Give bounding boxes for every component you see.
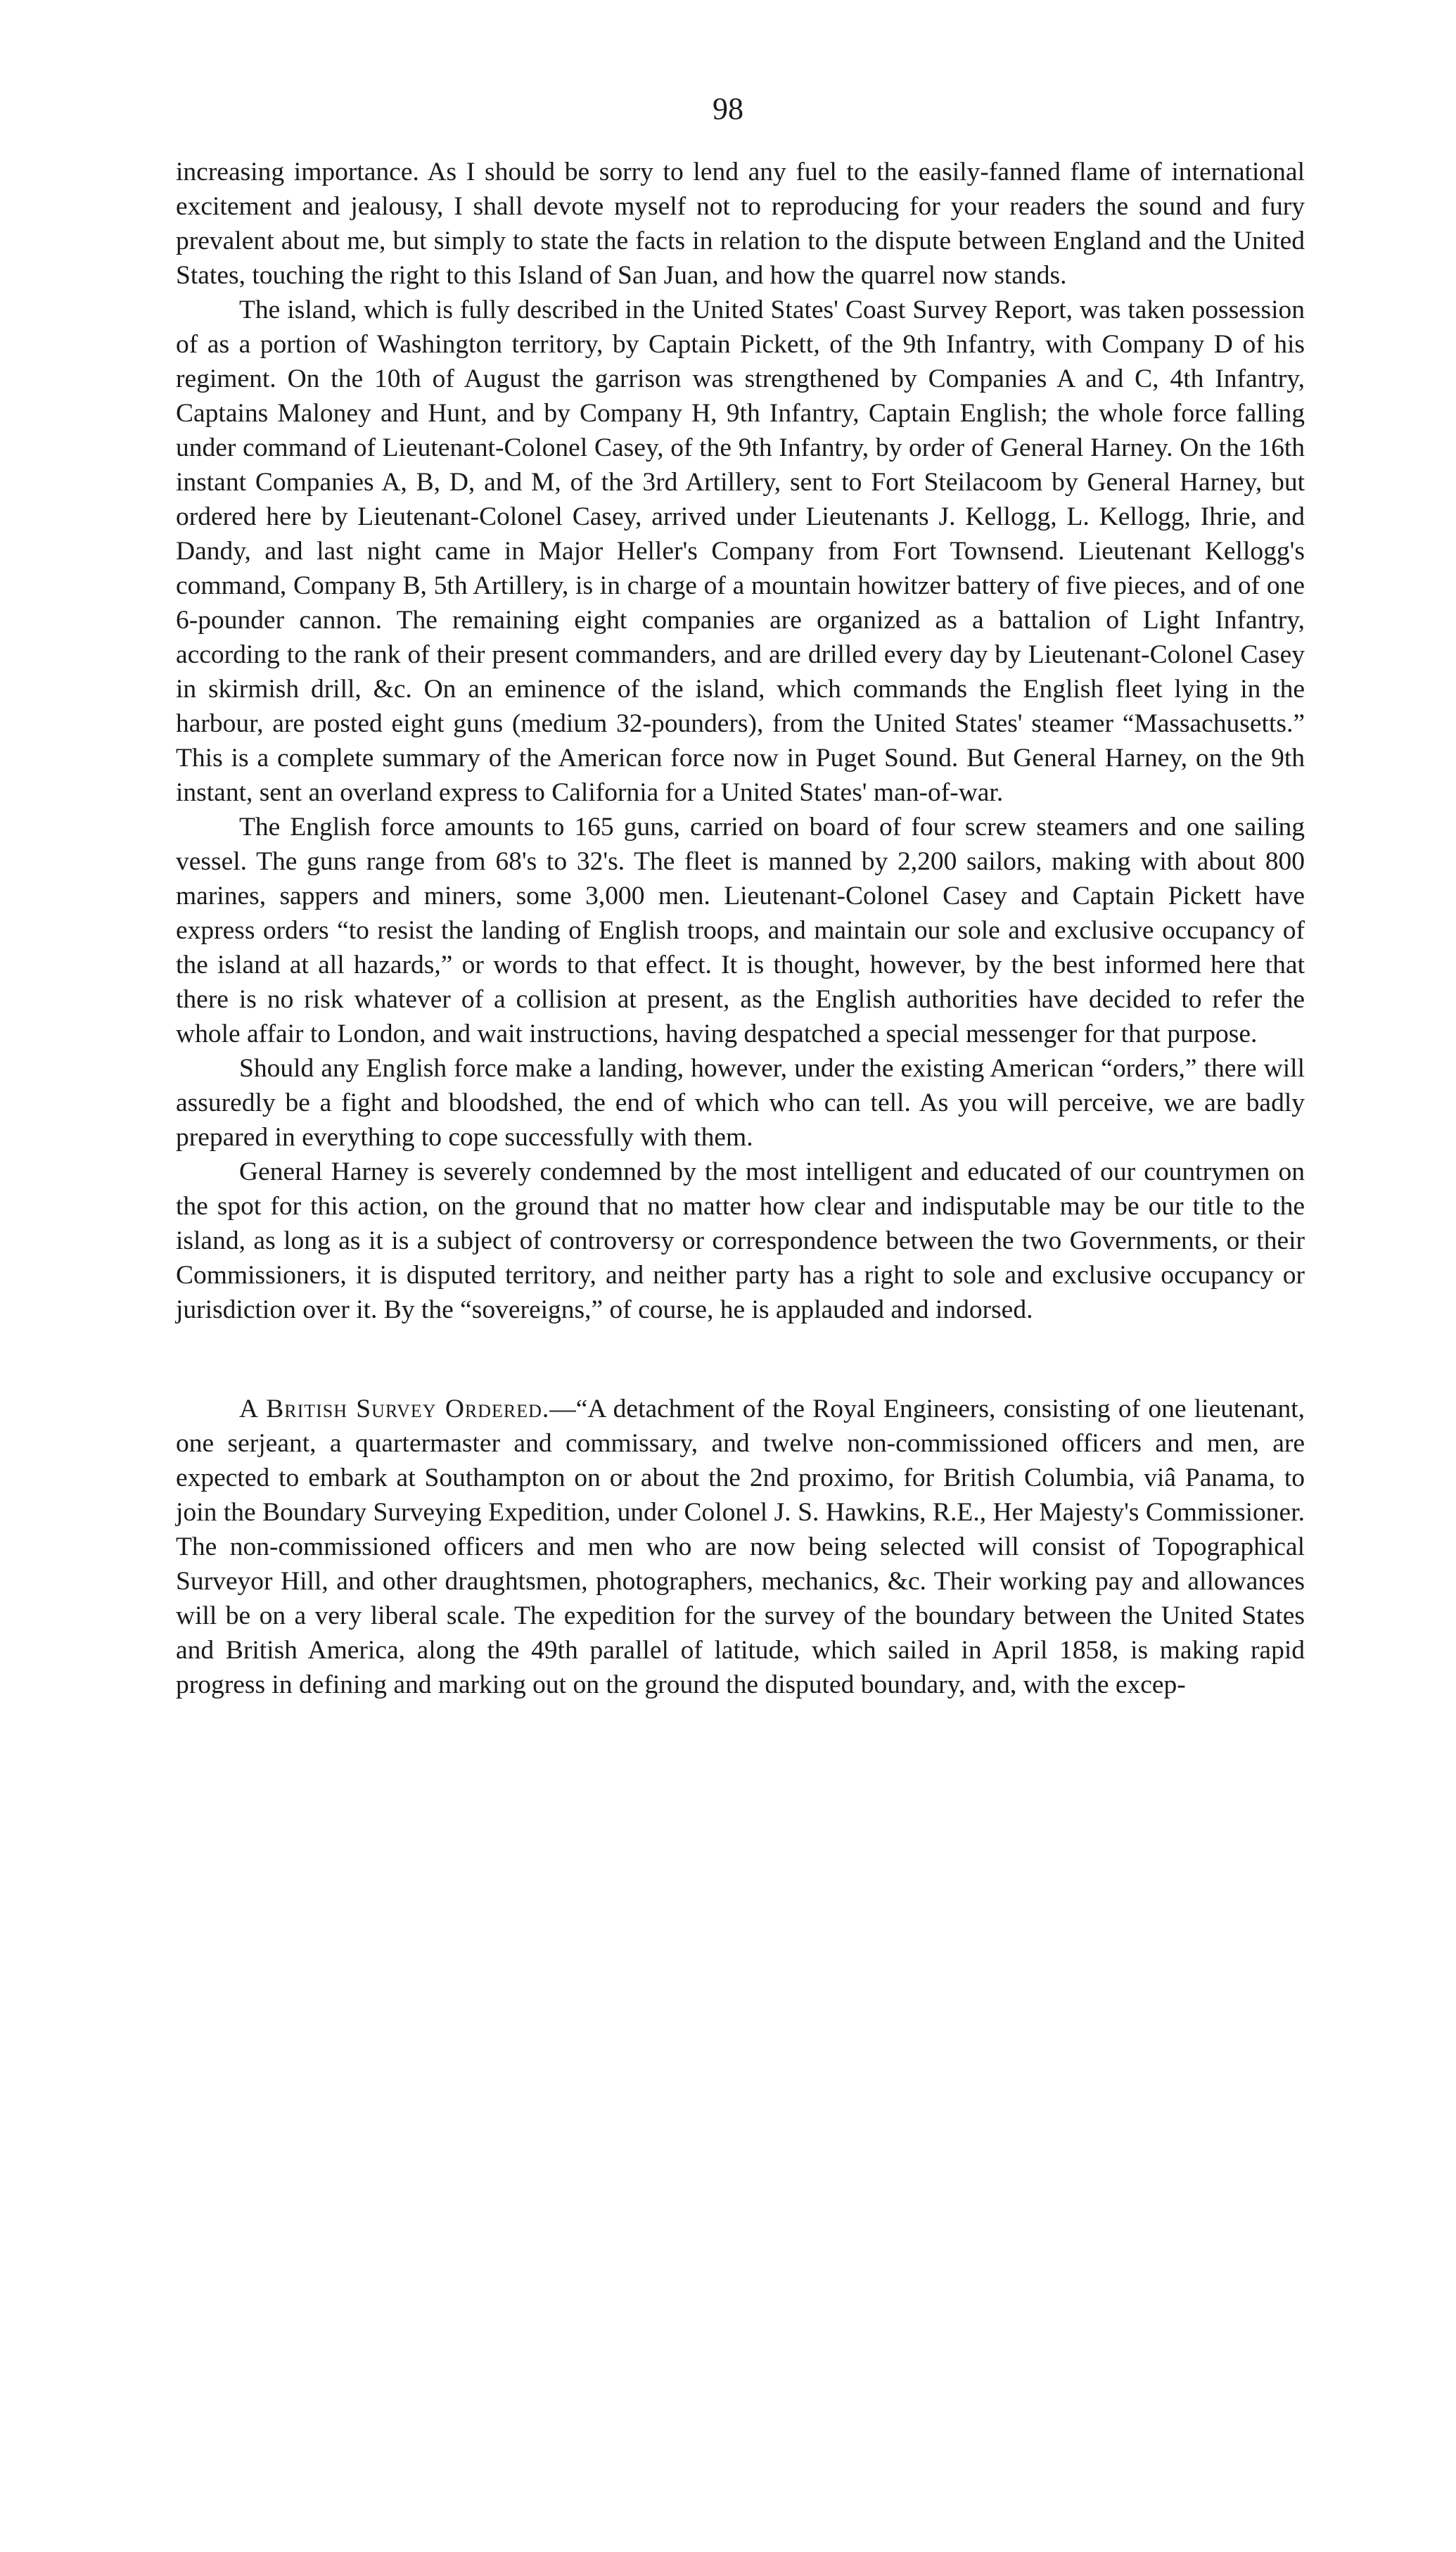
paragraph-british-survey [176, 1392, 1305, 1702]
page-body [176, 155, 1305, 1702]
paragraph-english-force: The English force amounts to 165 guns, carried on board of four screw steamers and one sailing vessel. The guns range from 68's to 32's. The fleet is manned by 2,200 sailors, making with about 800 marines, sappers and miners, some 3,000 men. Lieutenant-Colonel Casey and Captain Pickett have express orders “to resist the landing of English troops, and maintain our sole and exclusive occupancy of the island at all hazards,” or words to that effect. It is thought, however, by the best informed here that there is no risk whatever of a collision at present, as the English authorities have decided to refer the whole affair to London, and wait instructions, having despatched a special messenger for that purpose. [176, 813, 1305, 1048]
survey-section-body: —“A detachment of the Royal Engineers, consisting of one lieutenant, one serjeant, a quartermaster and commissary, and twelve non-commissioned officers and men, are expected to embark at Southampton on or about the 2nd proximo, for British Columbia, viâ Panama, to join the Boundary Surveying Expedition, under Colonel J. S. Hawkins, R.E., Her Majesty's Commissioner. The non-commissioned officers and men who are now being selected will consist of Topographical Surveyor Hill, and other draughtsmen, photographers, mechanics, &c. Their working pay and allowances will be on a very liberal scale. The expedition for the survey of the boundary between the United States and British America, along the 49th parallel of latitude, which sailed in April 1858, is making rapid progress in defining and marking out on the ground the disputed boundary, and, with the excep- [176, 1395, 1305, 1699]
section-divider-space [176, 1327, 1305, 1392]
paragraph-island-garrison: The island, which is fully described in the United States' Coast Survey Report, was taken possession of as a portion of Washington territory, by Captain Pickett, of the 9th Infantry, with Company D of his regiment. On the 10th of August the garrison was strengthened by Companies A and C, 4th Infantry, Captains Maloney and Hunt, and by Company H, 9th Infantry, Captain English; the whole force falling under command of Lieutenant-Colonel Casey, of the 9th Infantry, by order of General Harney. On the 16th instant Companies A, B, D, and M, of the 3rd Artillery, sent to Fort Steilacoom by General Harney, but ordered here by Lieutenant-Colonel Casey, arrived under Lieutenants J. Kellogg, L. Kellogg, Ihrie, and Dandy, and last night came in Major Heller's Company from Fort Townsend. Lieutenant Kellogg's command, Company B, 5th Artillery, is in charge of a mountain howitzer battery of five pieces, and of one 6-pounder cannon. The remaining eight companies are organized as a battalion of Light Infantry, according to the rank of their present commanders, and are drilled every day by Lieutenant-Colonel Casey in skirmish drill, &c. On an eminence of the island, which commands the English fleet lying in the harbour, are posted eight guns (medium 32-pounders), from the United States' steamer “Massachusetts.” This is a complete summary of the American force now in Puget Sound. But General Harney, on the 9th instant, sent an overland express to California for a United States' man-of-war. [176, 296, 1305, 807]
section-heading-british-survey: A British Survey Ordered. [239, 1395, 550, 1423]
paragraph-continuation: increasing importance. As I should be sorry to lend any fuel to the easily-fanned flame of international excitement and jealousy, I shall devote myself not to reproducing for your readers the sound and fury prevalent about me, but simply to state the facts in relation to the dispute between England and the United States, touching the right to this Island of San Juan, and how the quarrel now stands. [176, 158, 1305, 290]
page-number: 98 [713, 91, 743, 126]
paragraph-harney-condemned: General Harney is severely condemned by the most intelligent and educated of our countrymen on the spot for this action, on the ground that no matter how clear and indisputable may be our title to the island, as long as it is a subject of controversy or correspondence between the two Governments, or their Commissioners, it is disputed territory, and neither party has a right to sole and exclusive occupancy or jurisdiction over it. By the “sovereigns,” of course, he is applauded and indorsed. [176, 1157, 1305, 1324]
paragraph-landing-risk: Should any English force make a landing, however, under the existing American “orders,” there will assuredly be a fight and bloodshed, the end of which who can tell. As you will perceive, we are badly prepared in everything to cope successfully with them. [176, 1054, 1305, 1152]
